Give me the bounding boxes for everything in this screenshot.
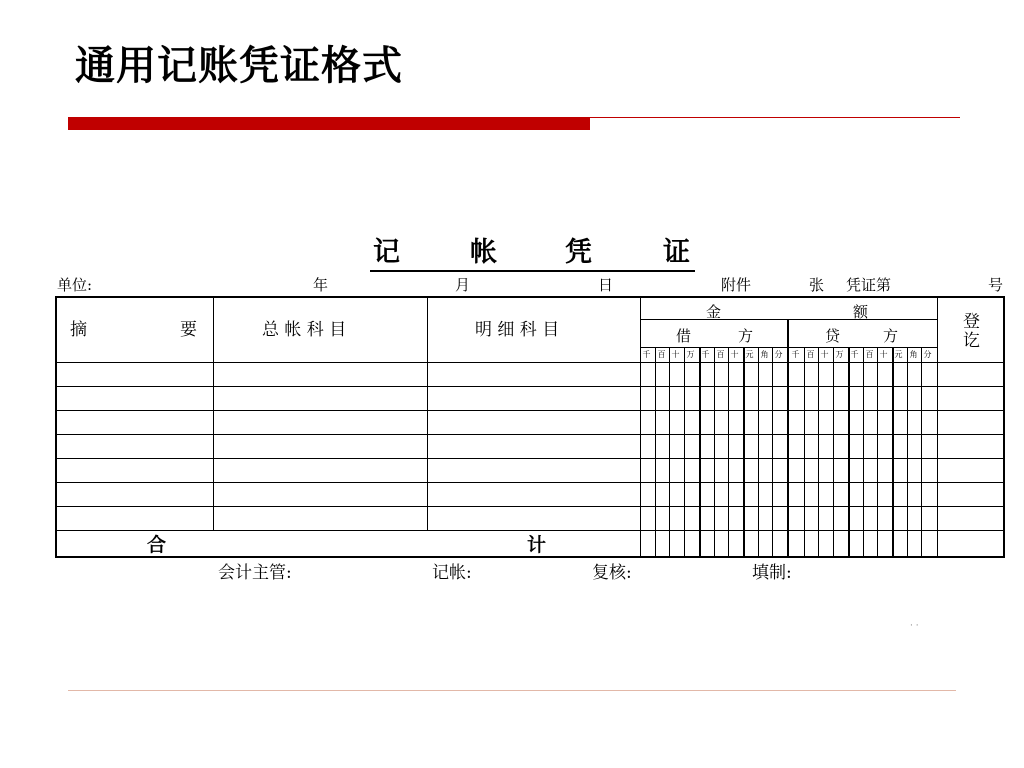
digit-line [892,347,894,558]
digit-line [877,347,878,558]
sheet-label: 张 [809,276,825,294]
total-label: 合 [147,534,167,556]
digit-line [699,347,701,558]
digit-unit-label: 分 [923,350,932,359]
digit-line [684,347,685,558]
debit-header: 借 [676,327,692,345]
column-line [213,296,214,530]
digit-unit-label: 十 [879,350,888,359]
footer-rule [68,690,956,691]
title-rule [590,117,960,118]
column-line [937,296,938,558]
preparer-label: 填制: [752,563,792,583]
digit-line [758,347,759,558]
digit-line [848,347,850,558]
amount-header: 额 [853,303,869,321]
summary-header: 摘 [70,320,87,340]
voucher-title-char: 记 [373,237,400,268]
digit-unit-label: 元 [745,350,754,359]
digit-unit-label: 元 [894,350,903,359]
posted-header: 登 [963,312,980,332]
digit-line [772,347,773,558]
digit-line [728,347,729,558]
column-line [427,296,428,530]
amount-header: 金 [706,303,722,321]
stray-mark: · · [910,621,919,631]
digit-unit-label: 十 [820,350,829,359]
digit-unit-label: 千 [791,350,800,359]
attachment-label: 附件 [721,276,752,294]
column-line [640,296,641,558]
total-label: 计 [527,534,547,556]
digit-line [921,347,922,558]
supervisor-label: 会计主管: [218,563,292,583]
digit-unit-label: 十 [730,350,739,359]
year-label: 年 [313,276,329,294]
voucher-title-char: 帐 [470,237,497,268]
title-accent-bar [68,117,590,130]
voucher-title-char: 证 [663,237,690,268]
credit-header: 方 [883,327,899,345]
digit-unit-label: 分 [774,350,783,359]
digit-line [655,347,656,558]
digit-unit-label: 角 [909,350,918,359]
summary-header: 要 [180,320,197,340]
digit-line [743,347,745,558]
digit-unit-label: 万 [686,350,695,359]
digit-unit-label: 百 [806,350,815,359]
digit-line [714,347,715,558]
day-label: 日 [598,276,614,294]
voucher-title-char: 凭 [565,237,592,268]
slide-title: 通用记账凭证格式 [75,43,403,89]
digit-line [863,347,864,558]
digit-unit-label: 角 [760,350,769,359]
digit-unit-label: 百 [716,350,725,359]
digit-line [804,347,805,558]
digit-unit-label: 千 [850,350,859,359]
posted-header: 讫 [963,331,980,351]
digit-unit-label: 十 [671,350,680,359]
digit-unit-label: 百 [865,350,874,359]
reviewer-label: 复核: [592,563,632,583]
digit-unit-label: 百 [657,350,666,359]
credit-header: 贷 [825,327,841,345]
digit-unit-label: 千 [642,350,651,359]
month-label: 月 [455,276,471,294]
bookkeeper-label: 记帐: [432,563,472,583]
digit-unit-label: 万 [835,350,844,359]
detail-account-header: 明 细 科 目 [475,320,560,340]
digit-line [818,347,819,558]
general-account-header: 总 帐 科 目 [262,320,347,340]
voucher-number-label: 凭证第 [846,276,892,294]
digit-line [833,347,834,558]
voucher-title [370,236,695,272]
unit-label: 单位: [57,276,93,294]
number-suffix-label: 号 [988,276,1004,294]
digit-line [907,347,908,558]
debit-header: 方 [738,327,754,345]
digit-unit-label: 千 [701,350,710,359]
digit-line [669,347,670,558]
